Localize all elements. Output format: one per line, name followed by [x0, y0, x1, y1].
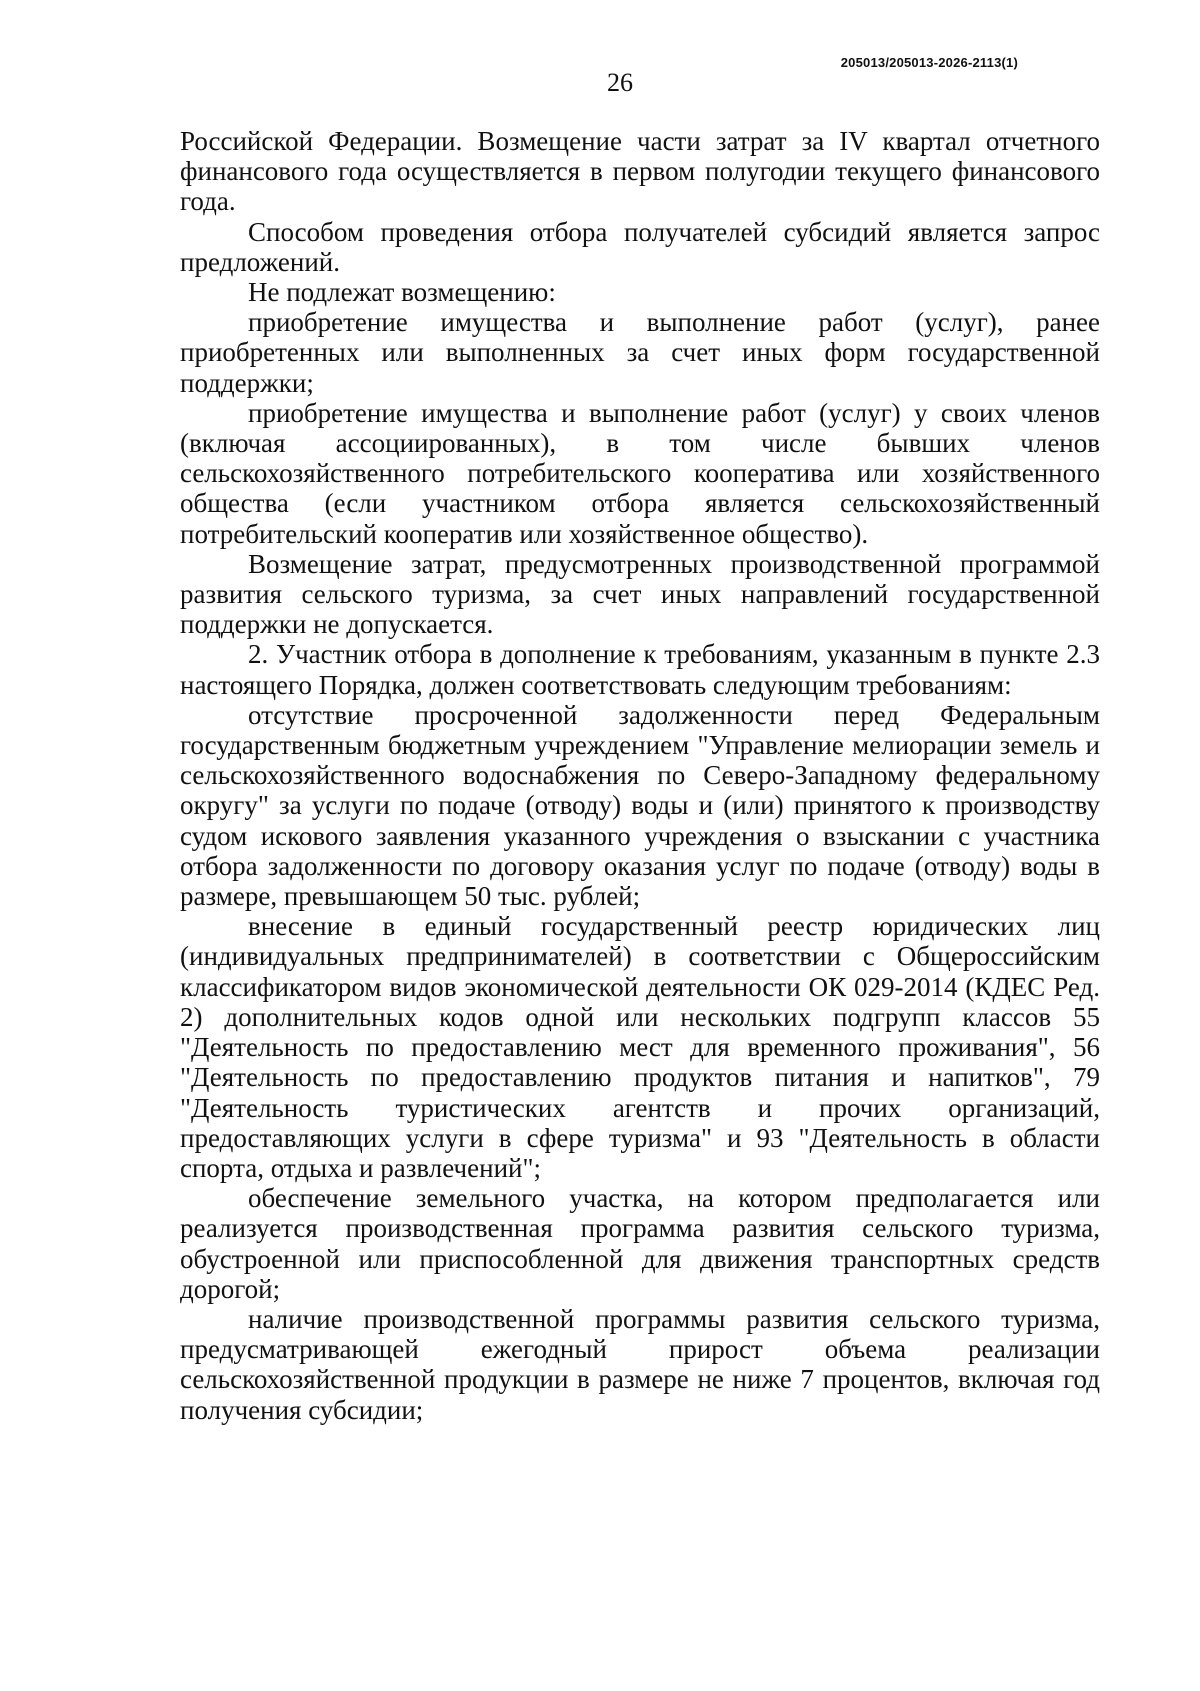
document-code: 205013/205013-2026-2113(1): [840, 55, 1018, 70]
paragraph: Способом проведения отбора получателей субсидий является запрос предложений.: [180, 216, 1100, 277]
paragraph: Не подлежат возмещению:: [248, 277, 556, 308]
paragraph: внесение в единый государственный реестр юридических лиц (индивидуальных предпринимателей) в соответствии с Общероссийским классификатором видов экономической деятельности ОК 029-2014 (КДЕС Ред. 2) дополнительных кодов одной или нескольких подгрупп классов 55 "Деятельность по предоставлению мест для временного проживания", 56 "Деятельность по предоставлению продуктов питания и напитков", 79 "Деятельность туристических агентств и прочих организаций, предоставляющих услуги в сфере туризма" и 93 "Деятельность в области спорта, отдыха и развлечений";: [180, 911, 1100, 1183]
page-number: 26: [607, 68, 633, 97]
document-body: [180, 126, 1100, 1425]
paragraph: приобретение имущества и выполнение работ (услуг), ранее приобретенных или выполненных за счет иных форм государственной поддержки;: [180, 307, 1100, 398]
paragraph: отсутствие просроченной задолженности перед Федеральным государственным бюджетным учреждением "Управление мелиорации земель и сельскохозяйственного водоснабжения по Северо-Западному федеральному округу" за услуги по подаче (отводу) воды и (или) принятого к производству судом искового заявления указанного учреждения о взыскании с участника отбора задолженности по договору оказания услуг по подаче (отводу) воды в размере, превышающем 50 тыс. рублей;: [180, 699, 1100, 912]
paragraph: Российской Федерации. Возмещение части затрат за IV квартал отчетного финансового года осуществляется в первом полугодии текущего финансового года.: [180, 126, 1100, 217]
paragraph: 2. Участник отбора в дополнение к требованиям, указанным в пункте 2.3 настоящего Порядка, должен соответствовать следующим требованиям:: [180, 639, 1100, 700]
paragraph: наличие производственной программы развития сельского туризма, предусматривающей ежегодный прирост объема реализации сельскохозяйственной продукции в размере не ниже 7 процентов, включая год получения субсидии;: [180, 1303, 1100, 1425]
paragraph: Возмещение затрат, предусмотренных производственной программой развития сельского туризма, за счет иных направлений государственной поддержки не допускается.: [180, 548, 1100, 640]
paragraph: приобретение имущества и выполнение работ (услуг) у своих членов (включая ассоциированных), в том числе бывших членов сельскохозяйственного потребительского кооператива или хозяйственного общества (если участником отбора является сельскохозяйственный потребительский кооператив или хозяйственное общество).: [180, 397, 1100, 549]
paragraph: обеспечение земельного участка, на котором предполагается или реализуется производственная программа развития сельского туризма, обустроенной или приспособленной для движения транспортных средств дорогой;: [180, 1183, 1100, 1304]
